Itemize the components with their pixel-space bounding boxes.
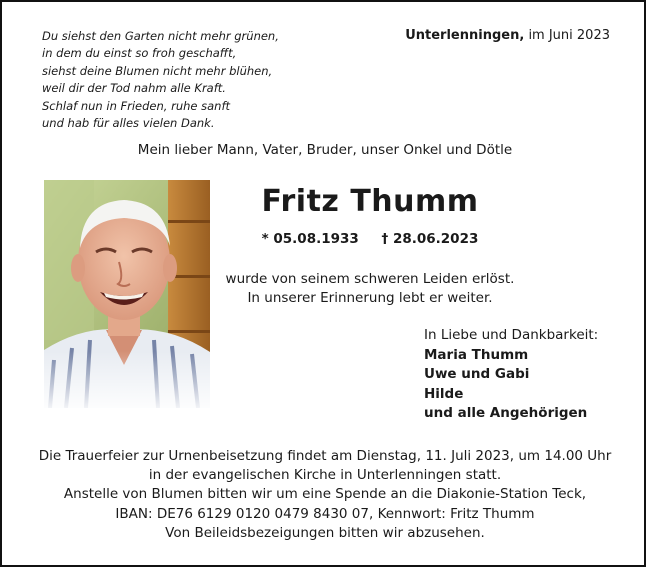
memorial-poem xyxy=(42,28,342,132)
footer-line: IBAN: DE76 6129 0120 0479 8430 07, Kennwort: Fritz Thumm xyxy=(115,505,535,522)
poem-line: weil dir der Tod nahm alle Kraft. xyxy=(42,81,226,96)
mourner: Hilde xyxy=(424,385,464,402)
mourner: und alle Angehörigen xyxy=(424,405,588,421)
place-month: im Juni 2023 xyxy=(528,28,610,43)
poem-line: Schlaf nun in Frieden, ruhe sanft xyxy=(42,98,231,113)
mourners-list xyxy=(424,326,598,424)
deceased-name: Fritz Thumm xyxy=(261,184,479,219)
mourners-heading: In Liebe und Dankbarkeit: xyxy=(424,327,599,343)
footer-line: in der evangelischen Kirche in Unterlenningen statt. xyxy=(148,467,502,484)
place-town: Unterlenningen, xyxy=(405,28,525,43)
portrait-photo xyxy=(44,180,210,408)
footer-line: Anstelle von Blumen bitten wir um eine Spende an die Diakonie-Station Teck, xyxy=(63,486,587,503)
poem-line: Du siehst den Garten nicht mehr grünen, xyxy=(42,29,279,43)
birth-date: * 05.08.1933 xyxy=(261,231,359,247)
message-line: In unserer Erinnerung lebt er weiter. xyxy=(247,290,493,306)
mourner: Maria Thumm xyxy=(424,346,529,363)
mourner: Uwe und Gabi xyxy=(424,366,530,382)
poem-line: siehst deine Blumen nicht mehr blühen, xyxy=(42,63,273,78)
poem-line: und hab für alles vielen Dank. xyxy=(42,116,215,131)
poem-line: in dem du einst so froh geschafft, xyxy=(42,46,237,61)
message-line: wurde von seinem schweren Leiden erlöst. xyxy=(225,271,515,287)
service-details xyxy=(0,447,650,543)
place-date xyxy=(405,28,610,43)
footer-line: Von Beileidsbezeigungen bitten wir abzusehen. xyxy=(165,524,485,541)
intro-line: Mein lieber Mann, Vater, Bruder, unser Onkel und Dötle xyxy=(137,142,513,158)
death-date: † 28.06.2023 xyxy=(381,231,479,247)
footer-line: Die Trauerfeier zur Urnenbeisetzung findet am Dienstag, 11. Juli 2023, um 14.00 Uhr xyxy=(38,448,612,464)
announcement-message xyxy=(210,270,530,308)
life-dates xyxy=(230,231,510,247)
